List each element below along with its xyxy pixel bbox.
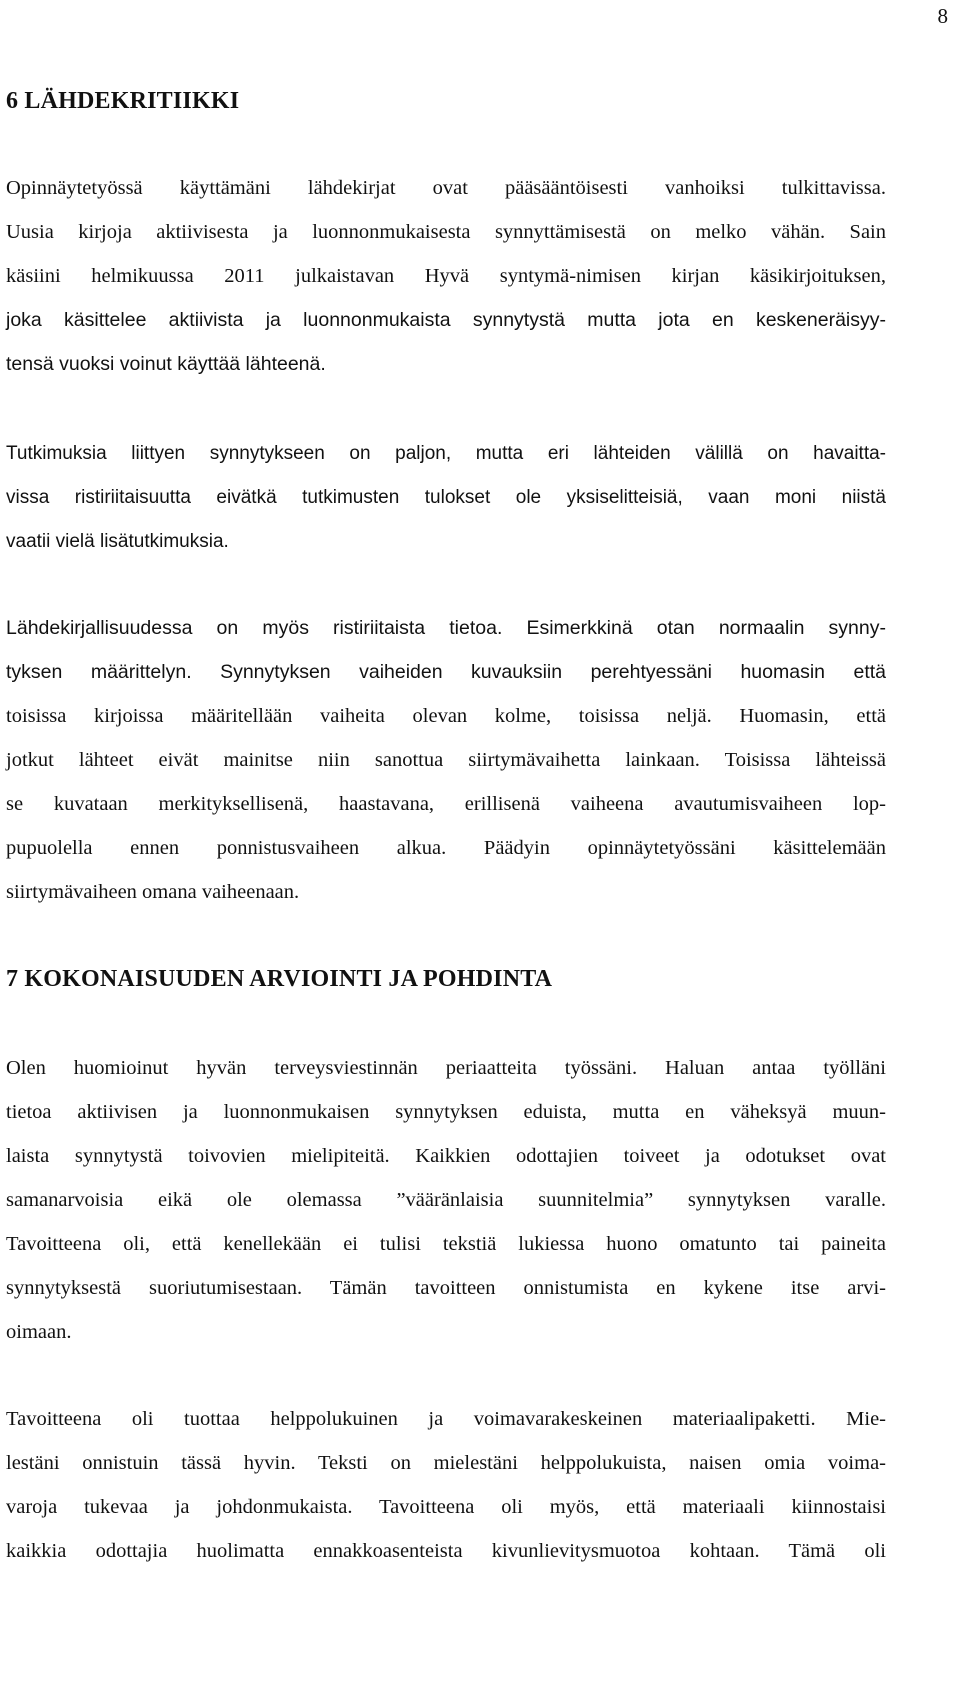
text-line: vaatii vielä lisätutkimuksia. bbox=[6, 531, 229, 552]
text-line: Uusia kirjoja aktiivisesta ja luonnonmukaisesta synnyttämisestä on melko vähän. Sain bbox=[6, 221, 886, 243]
text-line: Tavoitteena oli tuottaa helppolukuinen ja voimavarakeskeinen materiaalipaketti. Mie- bbox=[6, 1408, 886, 1430]
text-line: Lähdekirjallisuudessa on myös ristiriitaista tietoa. Esimerkkinä otan normaalin synny- bbox=[6, 617, 886, 639]
paragraph-contradictions bbox=[6, 606, 886, 914]
text-line: Opinnäytetyössä käyttämäni lähdekirjat ovat pääsääntöisesti vanhoiksi tulkittavissa. bbox=[6, 177, 886, 199]
text-line: jotkut lähteet eivät mainitse niin sanottua siirtymävaihetta lainkaan. Toisissa lähteissä bbox=[6, 749, 886, 771]
section-heading-kokonaisuuden-arviointi: 7 KOKONAISUUDEN ARVIOINTI JA POHDINTA bbox=[6, 966, 553, 992]
text-line: kaikkia odottajia huolimatta ennakkoasenteista kivunlievitysmuotoa kohtaan. Tämä oli bbox=[6, 1540, 886, 1562]
text-line: oimaan. bbox=[6, 1321, 72, 1343]
text-line: tietoa aktiivisen ja luonnonmukaisen synnytyksen eduista, mutta en väheksyä muun- bbox=[6, 1101, 886, 1123]
paragraph-source-books bbox=[6, 166, 886, 386]
text-line: samanarvoisia eikä ole olemassa ”vääränlaisia suunnitelmia” synnytyksen varalle. bbox=[6, 1189, 886, 1211]
text-line: varoja tukevaa ja johdonmukaista. Tavoitteena oli myös, että materiaali kiinnostaisi bbox=[6, 1496, 886, 1518]
paragraph-research bbox=[6, 432, 886, 564]
text-line: tyksen määrittelyn. Synnytyksen vaiheiden kuvauksiin perehtyessäni huomasin että bbox=[6, 661, 886, 683]
paragraph-health-communication bbox=[6, 1046, 886, 1354]
text-line: vissa ristiriitaisuutta eivätkä tutkimusten tulokset ole yksiselitteisiä, vaan moni niistä bbox=[6, 487, 886, 508]
paragraph-material-goal bbox=[6, 1397, 886, 1573]
section-heading-lahdekritiikki: 6 LÄHDEKRITIIKKI bbox=[6, 88, 240, 114]
text-line: Olen huomioinut hyvän terveysviestinnän periaatteita työssäni. Haluan antaa työlläni bbox=[6, 1057, 886, 1079]
text-line: tensä vuoksi voinut käyttää lähteenä. bbox=[6, 353, 326, 375]
text-line: synnytyksestä suoriutumisestaan. Tämän tavoitteen onnistumista en kykene itse arvi- bbox=[6, 1277, 886, 1299]
text-line: Tavoitteena oli, että kenellekään ei tulisi tekstiä lukiessa huono omatunto tai paineita bbox=[6, 1233, 886, 1255]
text-line: Tutkimuksia liittyen synnytykseen on paljon, mutta eri lähteiden välillä on havaitta- bbox=[6, 443, 886, 464]
text-line: se kuvataan merkityksellisenä, haastavana, erillisenä vaiheena avautumisvaiheen lop- bbox=[6, 793, 886, 815]
text-line: toisissa kirjoissa määritellään vaiheita olevan kolme, toisissa neljä. Huomasin, että bbox=[6, 705, 886, 727]
text-line: laista synnytystä toivovien mielipiteitä. Kaikkien odottajien toiveet ja odotukset ovat bbox=[6, 1145, 886, 1167]
text-line: lestäni onnistuin tässä hyvin. Teksti on mielestäni helppolukuista, naisen omia voima- bbox=[6, 1452, 886, 1474]
text-line: pupuolella ennen ponnistusvaiheen alkua. Päädyin opinnäytetyössäni käsittelemään bbox=[6, 837, 886, 859]
page-number: 8 bbox=[937, 4, 948, 28]
text-line: käsiini helmikuussa 2011 julkaistavan Hyvä syntymä-nimisen kirjan käsikirjoituksen, bbox=[6, 265, 886, 287]
text-line: siirtymävaiheen omana vaiheenaan. bbox=[6, 881, 300, 903]
text-line: joka käsittelee aktiivista ja luonnonmukaista synnytystä mutta jota en keskeneräisyy- bbox=[6, 309, 886, 331]
